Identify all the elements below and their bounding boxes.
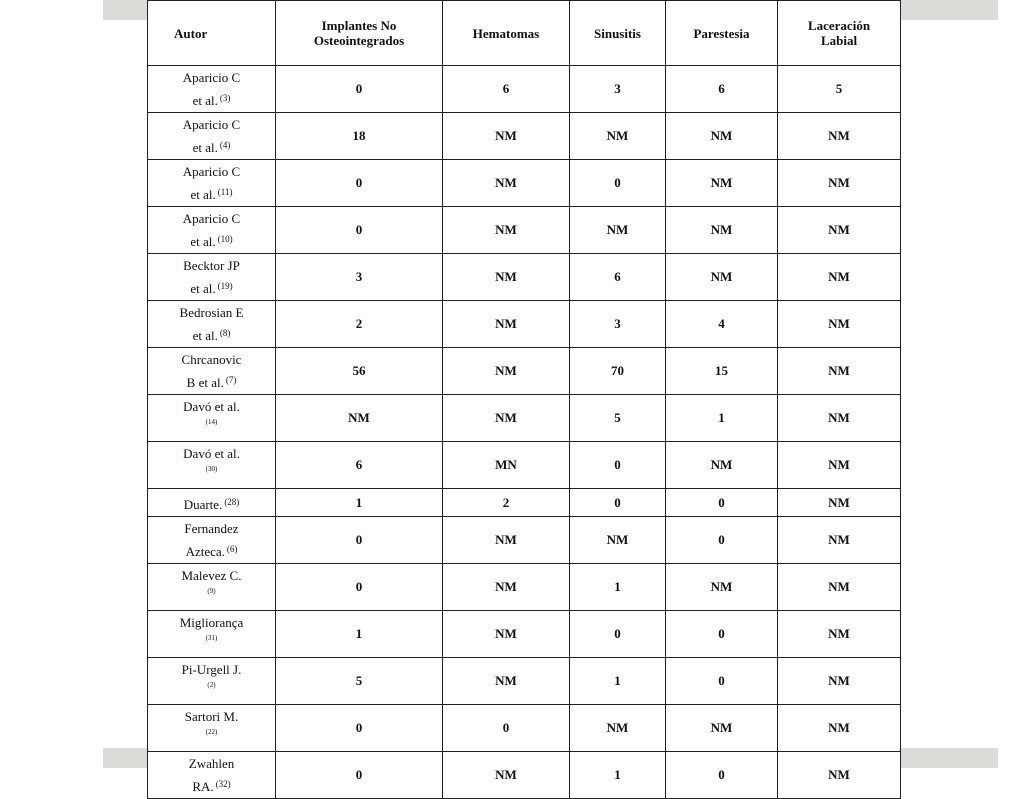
- value-cell: NM: [570, 705, 666, 752]
- value-cell: 0: [276, 66, 443, 113]
- value-cell: 0: [570, 442, 666, 489]
- value-cell: NM: [443, 254, 570, 301]
- reference-number: (30): [205, 465, 218, 473]
- value-cell: 0: [276, 705, 443, 752]
- value-cell: NM: [443, 611, 570, 658]
- author-name-line2: [148, 135, 275, 158]
- author-cell: [148, 752, 276, 799]
- value-cell: NM: [443, 301, 570, 348]
- table-row: [148, 301, 901, 348]
- reference-number: (11): [217, 187, 233, 197]
- value-cell: 0: [666, 489, 778, 517]
- value-cell: 0: [570, 489, 666, 517]
- author-name: Fernandez: [184, 521, 239, 536]
- author-name-line2: [148, 182, 275, 205]
- author-name-line2: [148, 88, 275, 111]
- value-cell: NM: [570, 207, 666, 254]
- value-cell: NM: [443, 752, 570, 799]
- author-suffix: et al.: [192, 93, 218, 108]
- value-cell: 6: [666, 66, 778, 113]
- table-image: [147, 0, 900, 794]
- value-cell: 70: [570, 348, 666, 395]
- value-cell: NM: [666, 442, 778, 489]
- author-suffix: B et al.: [186, 375, 224, 390]
- table-row: [148, 517, 901, 564]
- table-row: [148, 207, 901, 254]
- header-parestesia: Parestesia: [666, 1, 778, 66]
- value-cell: NM: [570, 517, 666, 564]
- table-row: [148, 611, 901, 658]
- table-row: [148, 658, 901, 705]
- value-cell: NM: [778, 442, 901, 489]
- value-cell: 2: [443, 489, 570, 517]
- value-cell: NM: [443, 564, 570, 611]
- value-cell: 0: [276, 160, 443, 207]
- table-row: [148, 489, 901, 517]
- table-row: [148, 442, 901, 489]
- author-name: Bedrosian E: [179, 305, 244, 320]
- author-name: Aparicio C: [182, 211, 241, 226]
- value-cell: 0: [570, 611, 666, 658]
- value-cell: NM: [778, 752, 901, 799]
- value-cell: NM: [570, 113, 666, 160]
- header-sinusitis: Sinusitis: [570, 1, 666, 66]
- author-suffix: et al.: [190, 234, 216, 249]
- value-cell: 1: [570, 564, 666, 611]
- author-suffix: RA.: [192, 779, 214, 794]
- author-cell: [148, 348, 276, 395]
- author-cell: [148, 517, 276, 564]
- value-cell: 1: [570, 752, 666, 799]
- value-cell: NM: [443, 113, 570, 160]
- header-laceracion: Laceración Labial: [778, 1, 901, 66]
- value-cell: 0: [276, 564, 443, 611]
- value-cell: 0: [276, 517, 443, 564]
- reference-number: (28): [224, 496, 240, 507]
- value-cell: 6: [443, 66, 570, 113]
- header-hematomas: Hematomas: [443, 1, 570, 66]
- value-cell: NM: [778, 489, 901, 517]
- reference-number: (2): [207, 681, 216, 689]
- value-cell: NM: [443, 207, 570, 254]
- author-cell: [148, 705, 276, 752]
- value-cell: NM: [778, 658, 901, 705]
- table-row: [148, 254, 901, 301]
- value-cell: 1: [666, 395, 778, 442]
- reference-number: (4): [219, 140, 231, 150]
- reference-number: (8): [219, 328, 231, 338]
- author-name: Migliorança: [179, 615, 244, 630]
- reference-number: (32): [215, 779, 231, 789]
- value-cell: NM: [778, 301, 901, 348]
- value-cell: 0: [666, 658, 778, 705]
- value-cell: 0: [666, 517, 778, 564]
- value-cell: NM: [778, 705, 901, 752]
- header-implantes: Implantes No Osteointegrados: [276, 1, 443, 66]
- table-row: [148, 395, 901, 442]
- value-cell: 5: [778, 66, 901, 113]
- value-cell: 3: [276, 254, 443, 301]
- author-name: Chrcanovic: [181, 352, 242, 367]
- value-cell: NM: [778, 564, 901, 611]
- author-name: Pi-Urgell J.: [181, 662, 242, 677]
- value-cell: NM: [778, 348, 901, 395]
- value-cell: MN: [443, 442, 570, 489]
- reference-number: (9): [207, 587, 216, 595]
- value-cell: 2: [276, 301, 443, 348]
- value-cell: NM: [778, 254, 901, 301]
- author-suffix: et al.: [190, 187, 216, 202]
- author-name-line2: [148, 323, 275, 346]
- author-suffix: Azteca.: [185, 544, 225, 559]
- reference-number: (22): [205, 728, 218, 736]
- author-name: Aparicio C: [182, 117, 241, 132]
- author-name-line2: [148, 774, 275, 797]
- value-cell: 5: [276, 658, 443, 705]
- author-suffix: et al.: [192, 328, 218, 343]
- value-cell: 6: [276, 442, 443, 489]
- table-body: [148, 66, 901, 799]
- value-cell: 0: [276, 207, 443, 254]
- table-row: [148, 113, 901, 160]
- value-cell: NM: [443, 395, 570, 442]
- author-cell: [148, 489, 276, 517]
- table-row: [148, 348, 901, 395]
- author-name: Becktor JP: [183, 258, 240, 273]
- author-name-line2: [148, 370, 275, 393]
- value-cell: NM: [666, 113, 778, 160]
- value-cell: 0: [570, 160, 666, 207]
- value-cell: 3: [570, 66, 666, 113]
- author-name-line2: [148, 539, 275, 562]
- author-cell: [148, 66, 276, 113]
- author-name: Davó et al.: [183, 446, 240, 461]
- author-cell: [148, 442, 276, 489]
- value-cell: NM: [778, 160, 901, 207]
- value-cell: 56: [276, 348, 443, 395]
- value-cell: 1: [570, 658, 666, 705]
- value-cell: 1: [276, 489, 443, 517]
- author-line: [148, 492, 275, 515]
- value-cell: 18: [276, 113, 443, 160]
- value-cell: NM: [778, 207, 901, 254]
- value-cell: NM: [276, 395, 443, 442]
- value-cell: 0: [443, 705, 570, 752]
- author-name: Aparicio C: [182, 164, 241, 179]
- value-cell: 15: [666, 348, 778, 395]
- author-name: Zwahlen: [188, 756, 235, 771]
- reference-number: (14): [205, 418, 218, 426]
- value-cell: NM: [778, 113, 901, 160]
- value-cell: NM: [778, 395, 901, 442]
- value-cell: 0: [666, 752, 778, 799]
- author-name-line2: [148, 276, 275, 299]
- table-header-row: [148, 1, 901, 66]
- value-cell: 5: [570, 395, 666, 442]
- author-name: Sartori M.: [184, 709, 239, 724]
- author-name: Malevez C.: [181, 568, 242, 583]
- value-cell: NM: [443, 348, 570, 395]
- value-cell: 0: [666, 611, 778, 658]
- value-cell: 0: [276, 752, 443, 799]
- author-cell: [148, 564, 276, 611]
- value-cell: 1: [276, 611, 443, 658]
- value-cell: NM: [778, 517, 901, 564]
- value-cell: NM: [778, 611, 901, 658]
- value-cell: NM: [443, 517, 570, 564]
- reference-number: (7): [225, 375, 237, 385]
- author-suffix: et al.: [190, 281, 216, 296]
- table-row: [148, 66, 901, 113]
- value-cell: NM: [666, 160, 778, 207]
- value-cell: 6: [570, 254, 666, 301]
- table-row: [148, 705, 901, 752]
- author-cell: [148, 160, 276, 207]
- author-cell: [148, 658, 276, 705]
- author-name: Aparicio C: [182, 70, 241, 85]
- table-row: [148, 752, 901, 799]
- author-cell: [148, 113, 276, 160]
- author-name-line2: [148, 229, 275, 252]
- complications-table: [147, 0, 901, 799]
- table-row: [148, 160, 901, 207]
- author-name: Davó et al.: [183, 399, 240, 414]
- value-cell: NM: [666, 207, 778, 254]
- reference-number: (10): [217, 234, 233, 244]
- author-suffix: et al.: [192, 140, 218, 155]
- author-cell: [148, 254, 276, 301]
- value-cell: 4: [666, 301, 778, 348]
- value-cell: 3: [570, 301, 666, 348]
- author-cell: [148, 207, 276, 254]
- author-cell: [148, 395, 276, 442]
- value-cell: NM: [443, 658, 570, 705]
- value-cell: NM: [666, 564, 778, 611]
- header-autor: Autor: [148, 1, 276, 66]
- value-cell: NM: [666, 254, 778, 301]
- reference-number: (19): [217, 281, 233, 291]
- value-cell: NM: [666, 705, 778, 752]
- author-name: Duarte.: [183, 496, 223, 512]
- author-cell: [148, 301, 276, 348]
- reference-number: (6): [226, 544, 238, 554]
- reference-number: (31): [205, 634, 218, 642]
- reference-number: (3): [219, 93, 231, 103]
- table-row: [148, 564, 901, 611]
- value-cell: NM: [443, 160, 570, 207]
- author-cell: [148, 611, 276, 658]
